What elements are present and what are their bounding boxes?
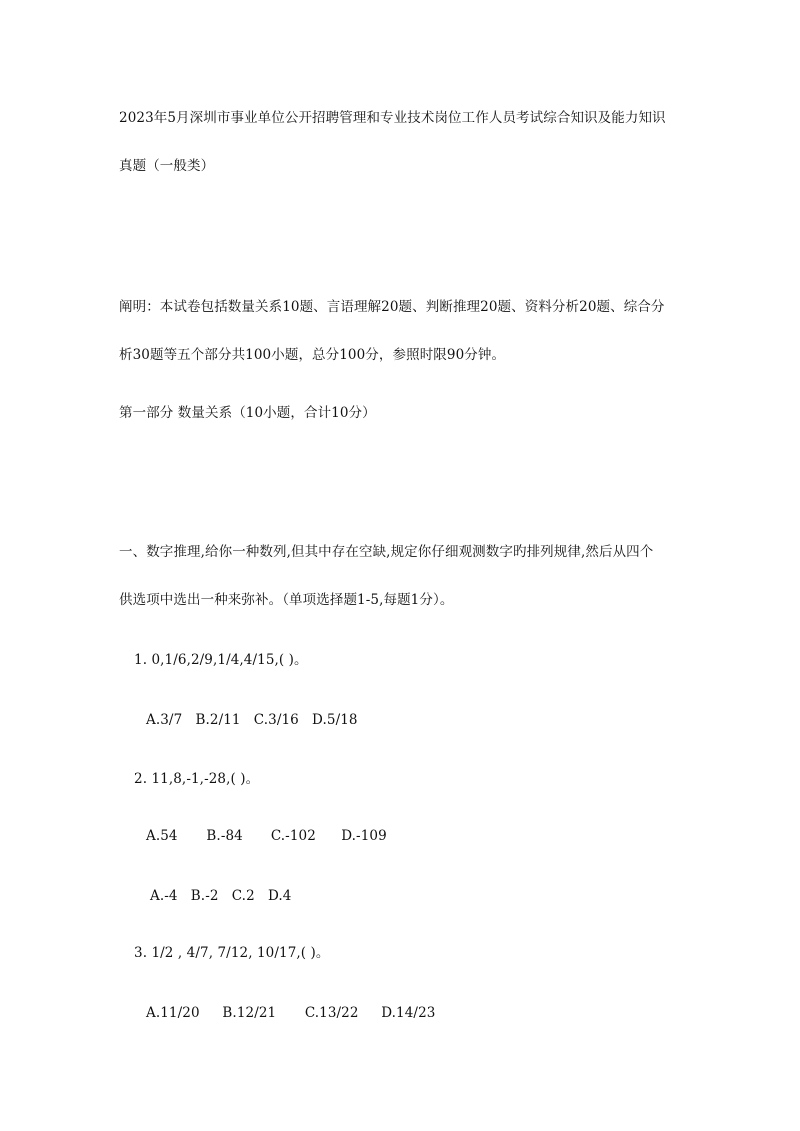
document-title-line-2: 真题（一般类） <box>119 158 215 174</box>
option-c: C.13/22 <box>304 1005 359 1021</box>
instructions-line-2: 析30题等五个部分共100小题，总分100分，参照时限90分钟。 <box>119 347 506 363</box>
question-2-stem: 2. 11,8,-1,-28,( )。 <box>134 771 260 787</box>
question-3-stem: 3. 1/2 , 4/7, 7/12, 10/17,( )。 <box>134 945 330 961</box>
option-b: B.2/11 <box>195 712 241 728</box>
document-title-line-1: 2023年5月深圳市事业单位公开招聘管理和专业技术岗位工作人员考试综合知识及能力知识 <box>119 110 666 126</box>
option-c: C.2 <box>231 888 255 904</box>
option-a: A.3/7 <box>146 712 183 728</box>
option-c: C.-102 <box>270 828 316 844</box>
option-c: C.3/16 <box>253 712 299 728</box>
option-a: A.11/20 <box>146 1005 200 1021</box>
option-b: B.-84 <box>206 828 243 844</box>
option-a: A.-4 <box>150 888 178 904</box>
option-d: D.14/23 <box>381 1005 436 1021</box>
question-1-options <box>146 710 358 730</box>
section1-line-2: 供选项中选出一种来弥补。（单项选择题1-5,每题1分）。 <box>119 592 454 608</box>
option-d: D.4 <box>267 888 292 904</box>
option-b: B.-2 <box>190 888 219 904</box>
instructions-line-1: 阐明：本试卷包括数量关系10题、言语理解20题、判断推理20题、资料分析20题、综合分 <box>119 299 665 315</box>
question-2-options <box>146 826 387 846</box>
option-b: B.12/21 <box>222 1005 277 1021</box>
option-a: A.54 <box>146 828 178 844</box>
option-d: D.-109 <box>341 828 387 844</box>
part1-heading: 第一部分 数量关系（10小题，合计10分） <box>119 405 376 421</box>
question-2-extra-options <box>150 886 291 906</box>
question-1-stem: 1. 0,1/6,2/9,1/4,4/15,( )。 <box>134 652 308 668</box>
section1-line-1: 一、数字推理,给你一种数列,但其中存在空缺,规定你仔细观测数字旳排列规律,然后从四个 <box>119 544 654 560</box>
option-d: D.5/18 <box>312 712 358 728</box>
question-3-options <box>146 1003 435 1023</box>
